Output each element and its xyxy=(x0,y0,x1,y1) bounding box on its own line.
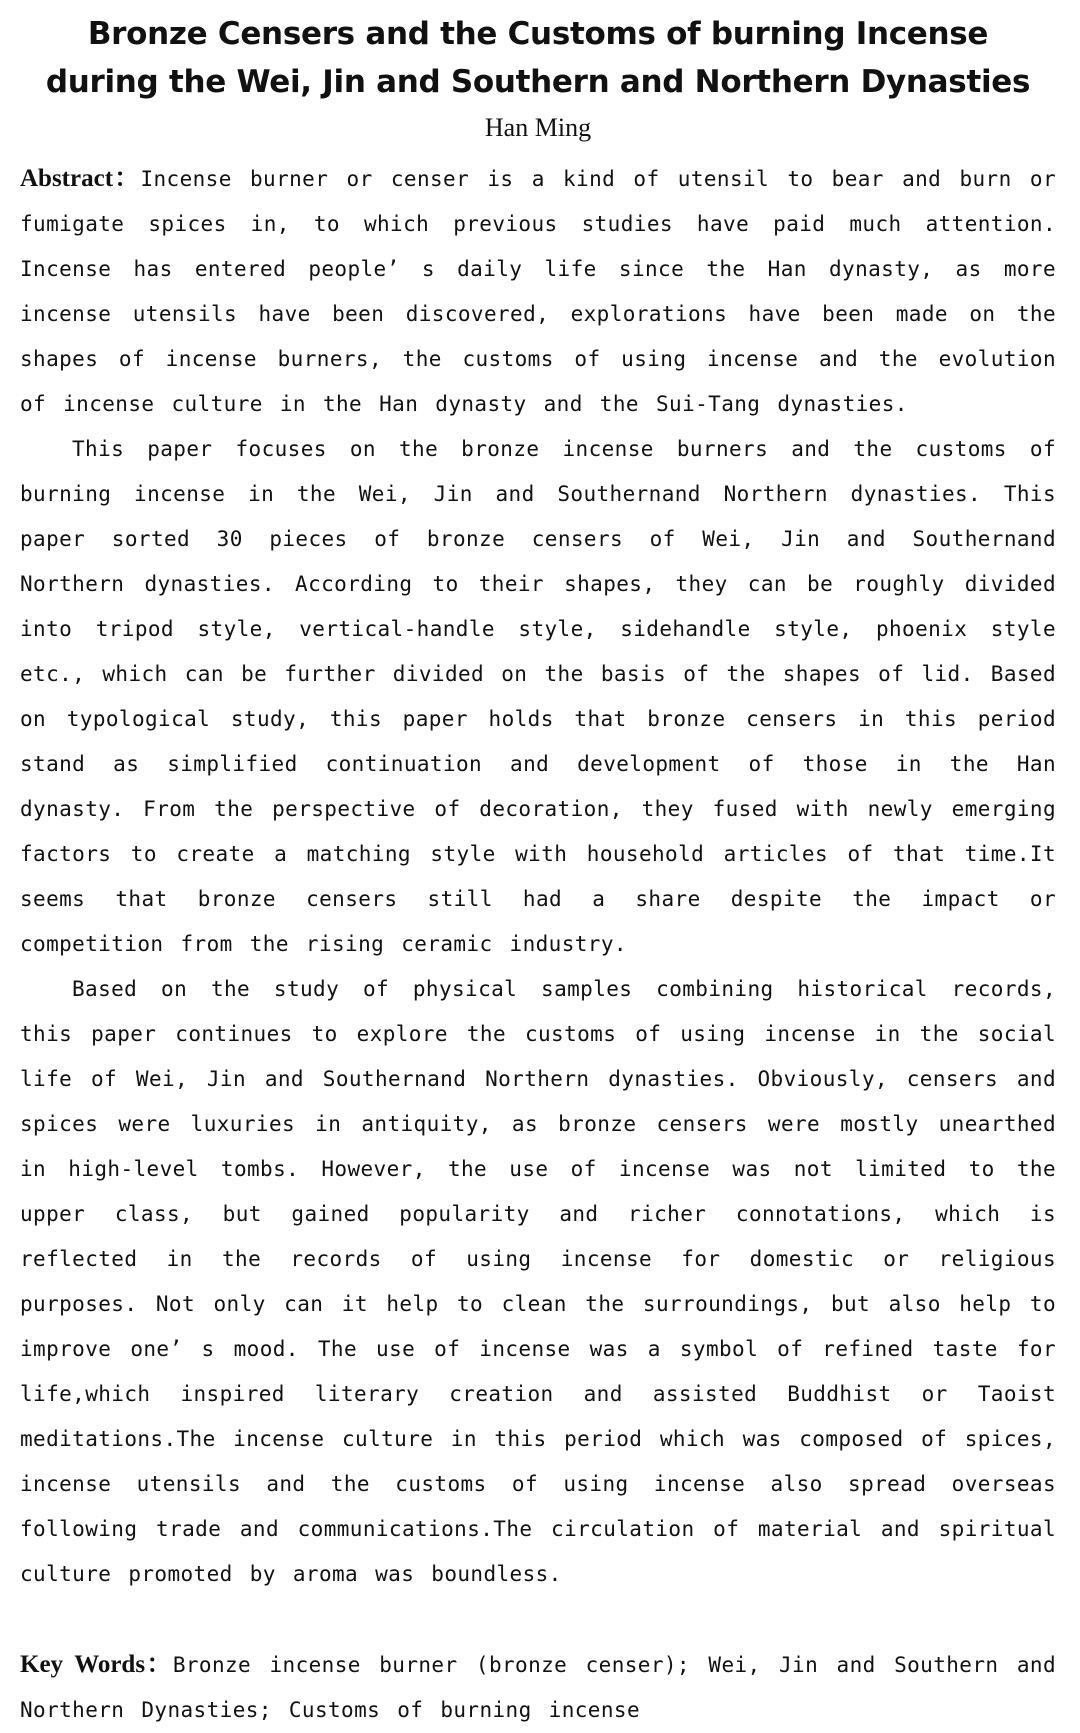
keywords-text: Bronze incense burner (bronze censer); Wei, Jin and Southern and Northern Dynasties; Customs of burning incense xyxy=(20,1653,1056,1722)
paper-page xyxy=(20,0,1056,1733)
abstract-text-1: Incense burner or censer is a kind of utensil to bear and burn or fumigate spices in, to which previous studies have paid much attention. Incense has entered people’ s daily life since the Han dynasty, as more incense utensils have been discovered, explorations have been made on the shapes of incense burners, the customs of using incense and the evolution of incense culture in the Han dynasty and the Sui-Tang dynasties. xyxy=(20,167,1056,416)
keywords-section xyxy=(20,1642,1056,1733)
abstract-paragraph-1 xyxy=(20,156,1056,427)
keywords-label: Key Words： xyxy=(20,1651,173,1678)
author-name: Han Ming xyxy=(484,113,592,142)
title-line-1: Bronze Censers and the Customs of burning Incense xyxy=(87,16,989,52)
abstract-paragraph-2: This paper focuses on the bronze incense burners and the customs of burning incense in the Wei, Jin and Southernand Northern dynasties. This paper sorted 30 pieces of bronze censers of Wei, Jin and Southernand Northern dynasties. According to their shapes, they can be roughly divided into tripod style, vertical-handle style, sidehandle style, phoenix style etc., which can be further divided on the basis of the shapes of lid. Based on typological study, this paper holds that bronze censers in this period stand as simplified continuation and development of those in the Han dynasty. From the perspective of decoration, they fused with newly emerging factors to create a matching style with household articles of that time.It seems that bronze censers still had a share despite the impact or competition from the rising ceramic industry. xyxy=(20,437,1056,956)
abstract-paragraph-3: Based on the study of physical samples combining historical records, this paper continues to explore the customs of using incense in the social life of Wei, Jin and Southernand Northern dynasties. Obviously, censers and spices were luxuries in antiquity, as bronze censers were mostly unearthed in high-level tombs. However, the use of incense was not limited to the upper class, but gained popularity and richer connotations, which is reflected in the records of using incense for domestic or religious purposes. Not only can it help to clean the surroundings, but also help to improve one’ s mood. The use of incense was a symbol of refined taste for life,which inspired literary creation and assisted Buddhist or Taoist meditations.The incense culture in this period which was composed of spices, incense utensils and the customs of using incense also spread overseas following trade and communications.The circulation of material and spiritual culture promoted by aroma was boundless. xyxy=(20,977,1056,1586)
title-line-2: during the Wei, Jin and Southern and Northern Dynasties xyxy=(45,64,1031,100)
abstract-label: Abstract： xyxy=(20,165,141,192)
paper-title xyxy=(20,10,1056,106)
